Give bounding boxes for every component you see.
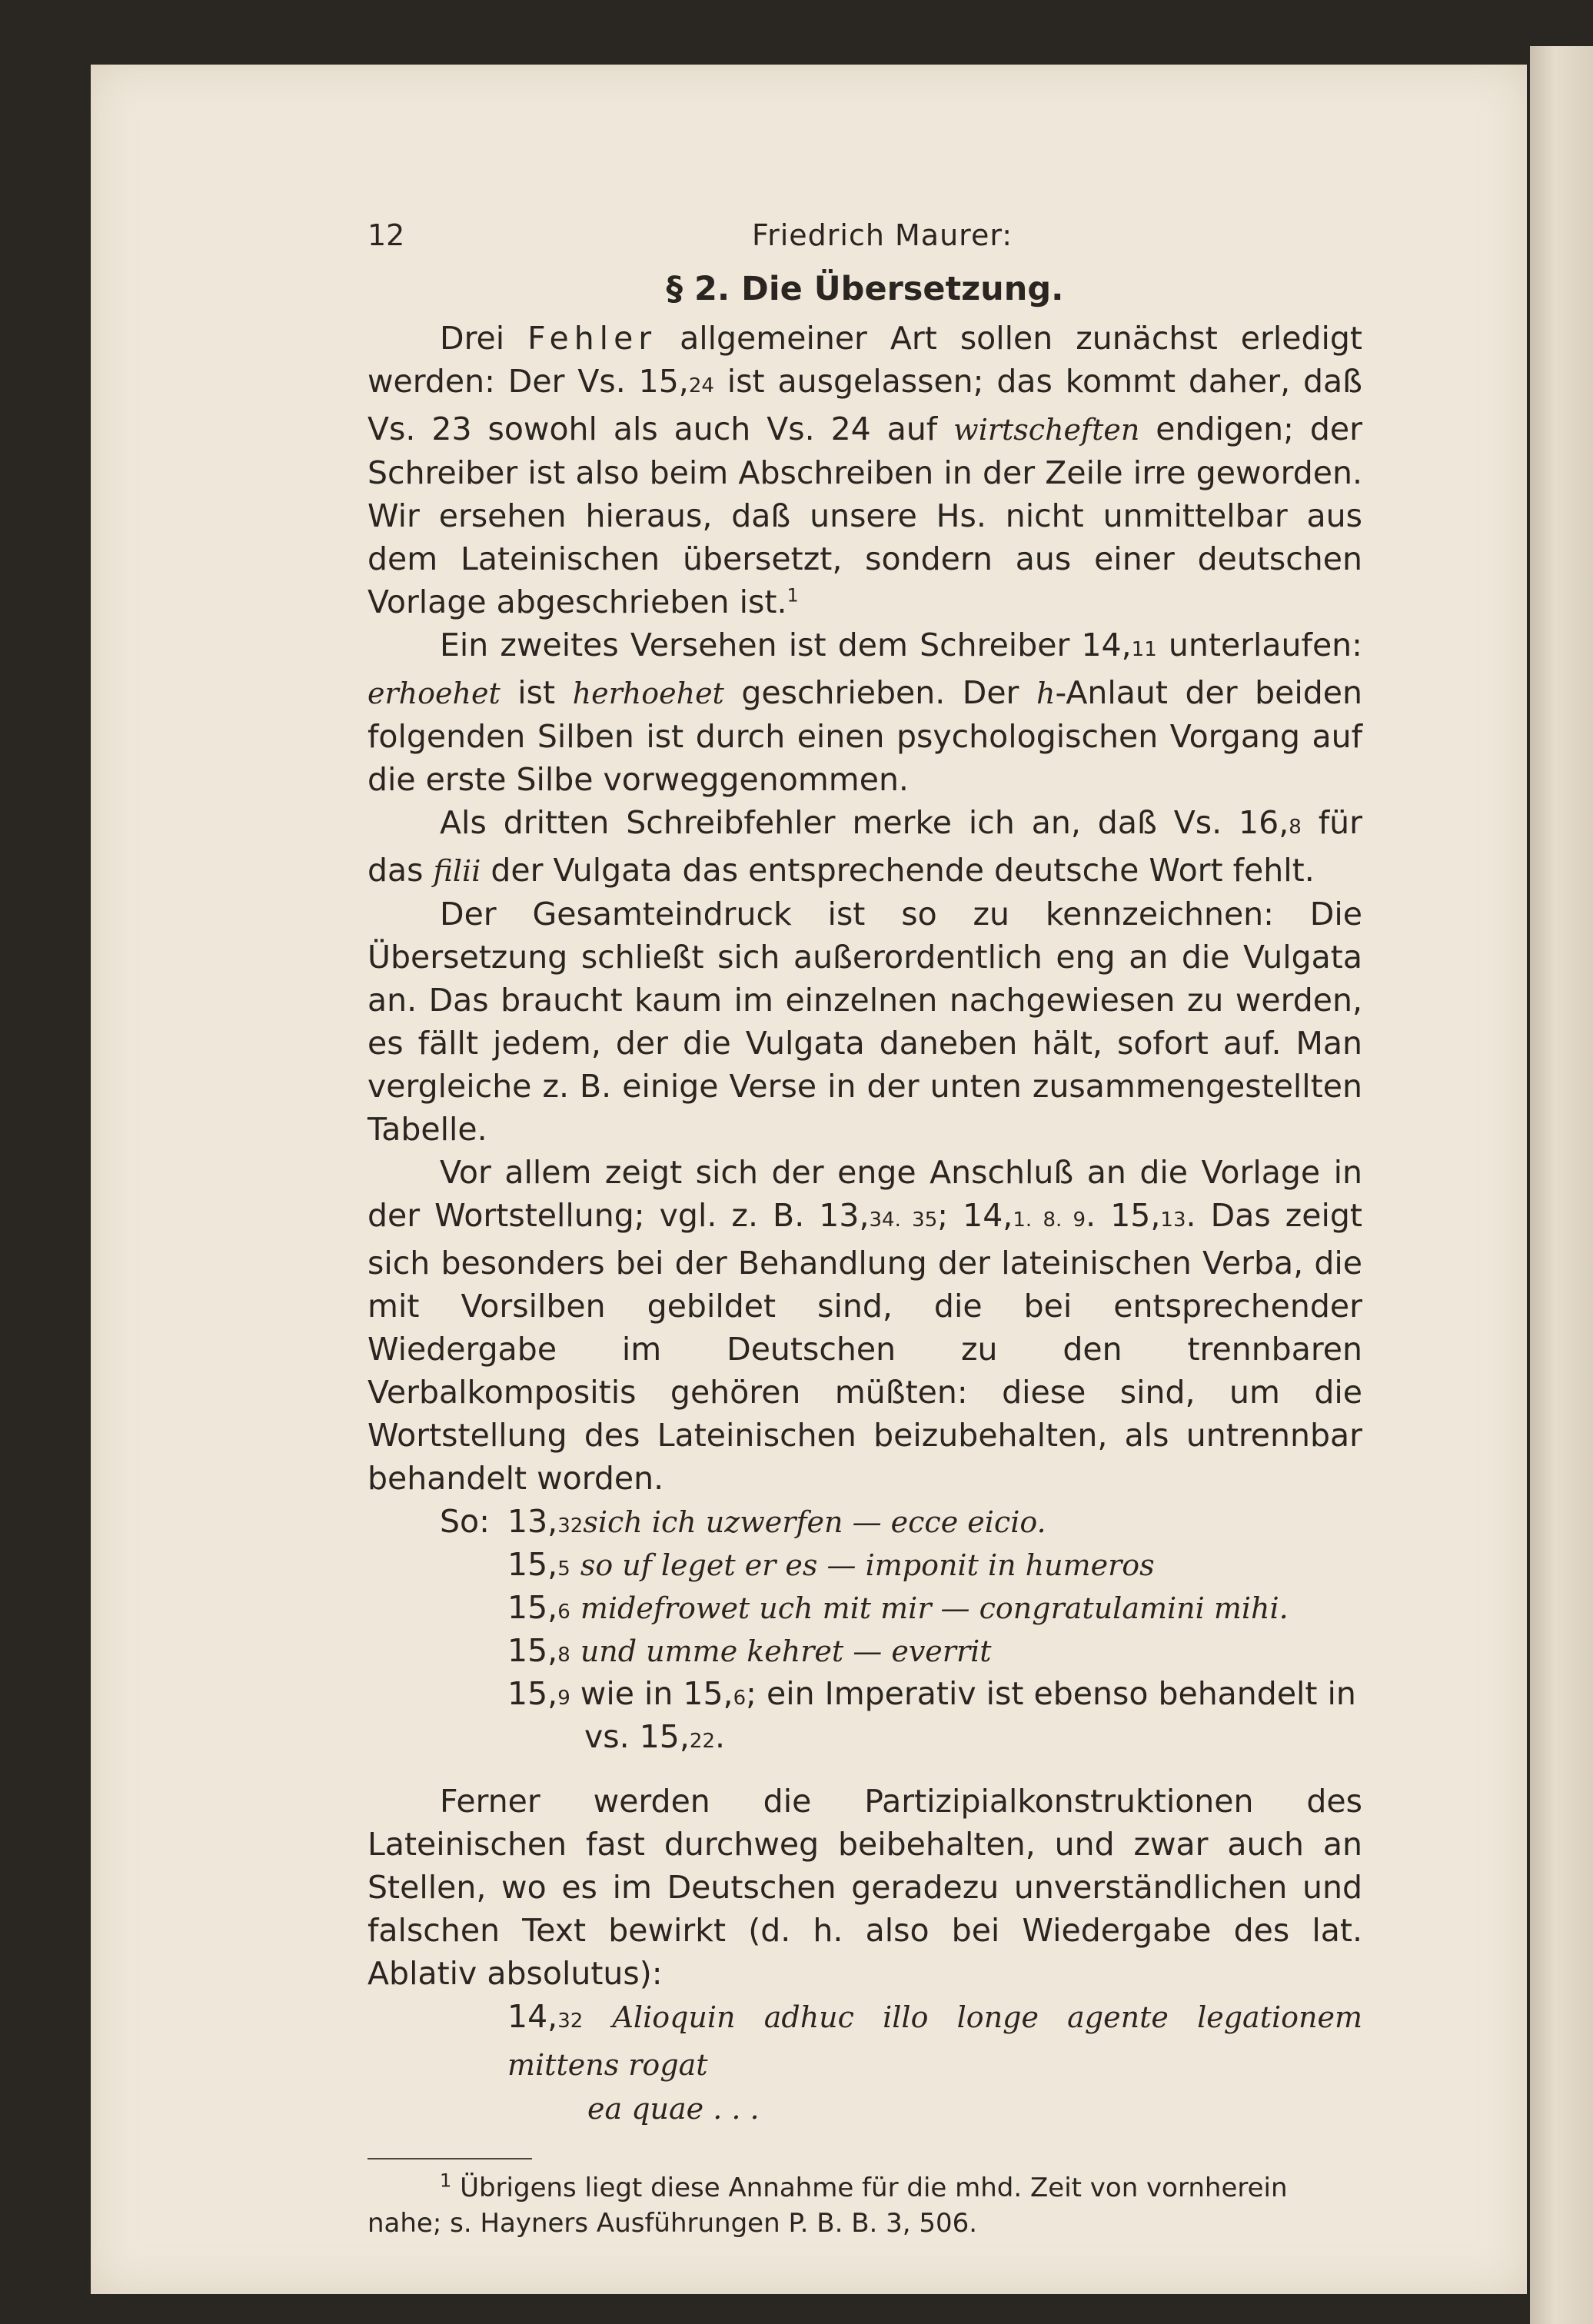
latin-quote: 14,32 Alioquin adhuc illo longe agente legationem mittens rogat: [507, 1998, 1362, 2082]
page-text: [367, 214, 1362, 2241]
examples-label: So:: [440, 1503, 490, 1540]
example-row: 15,6 midefrowet uch mit mir — congratulamini mihi.: [507, 1589, 1289, 1626]
latin-quote-continued: ea quae . . .: [587, 2092, 760, 2126]
running-author: Friedrich Maurer:: [752, 218, 1013, 252]
example-row: 15,5 so uf leget er es — imponit in humeros: [507, 1546, 1155, 1583]
example-row: So: 13,32sich ich uzwerfen — ecce eicio.: [367, 1500, 1362, 1543]
example-row: vs. 15,22.: [584, 1718, 726, 1755]
paragraph-1: Drei Fehler allgemeiner Art sollen zunächst erledigt werden: Der Vs. 15,24 ist ausgelassen; das kommt daher, daß Vs. 23 sowohl als auch Vs. 24 auf wirtscheften endigen; der Schreiber ist also beim Abschreiben in der Zeile irre geworden. Wir ersehen hieraus, daß unsere Hs. nicht unmittelbar aus dem Lateinischen übersetzt, sondern aus einer deutschen Vorlage abgeschrieben ist.$^1$: [367, 320, 1362, 620]
paragraph-4: Der Gesamteindruck ist so zu kennzeichnen: Die Übersetzung schließt sich außerordentlich eng an die Vulgata an. Das braucht kaum im einzelnen nachgewiesen zu werden, es fällt jedem, der die Vulgata daneben hält, sofort auf. Man vergleiche z. B. einige Verse in der unten zusammengestellten Tabelle.: [367, 896, 1362, 1148]
example-row: 15,8 und umme kehret — everrit: [507, 1632, 992, 1669]
paragraph-5: Vor allem zeigt sich der enge Anschluß an die Vorlage in der Wortstellung; vgl. z. B. 13,34. 35; 14,1. 8. 9. 15,13. Das zeigt sich besonders bei der Behandlung der lateinischen Verba, die mit Vorsilben gebildet sind, die bei entsprechender Wiedergabe im Deutschen zu den trennbaren Verbalkompositis gehören müßten: diese sind, um die Wortstellung des Lateinischen beizubehalten, als untrennbar behandelt worden.: [367, 1154, 1362, 1497]
footnote-ref: 1: [787, 584, 799, 607]
paragraph-3: Als dritten Schreibfehler merke ich an, daß Vs. 16,8 für das filii der Vulgata das entsprechende deutsche Wort fehlt.: [367, 804, 1363, 889]
running-header: [367, 214, 1362, 257]
footnote: $^1$ Übrigens liegt diese Annahme für die mhd. Zeit von vornherein: [440, 2169, 1288, 2203]
paragraph-6: Ferner werden die Partizipialkonstruktionen des Lateinischen fast durchweg beibehalten, und zwar auch an Stellen, wo es im Deutschen geradezu unverständlichen und falschen Text bewirkt (d. h. also bei Wiedergabe des lat. Ablativ absolutus):: [367, 1783, 1362, 1992]
book-spine: [1530, 46, 1593, 2324]
footnote-divider: [367, 2158, 532, 2159]
footnote-continued: nahe; s. Hayners Ausführungen P. B. B. 3, 506.: [367, 2208, 978, 2239]
paragraph-2: Ein zweites Versehen ist dem Schreiber 14,11 unterlaufen: erhoehet ist herhoehet geschrieben. Der h-Anlaut der beiden folgenden Silben ist durch einen psychologischen Vorgang auf die erste Silbe vorweggenommen.: [367, 627, 1362, 798]
example-row: 15,9 wie in 15,6; ein Imperativ ist ebenso behandelt in: [507, 1675, 1356, 1712]
section-title: § 2. Die Übersetzung.: [666, 270, 1064, 308]
page-number: 12: [367, 218, 405, 252]
